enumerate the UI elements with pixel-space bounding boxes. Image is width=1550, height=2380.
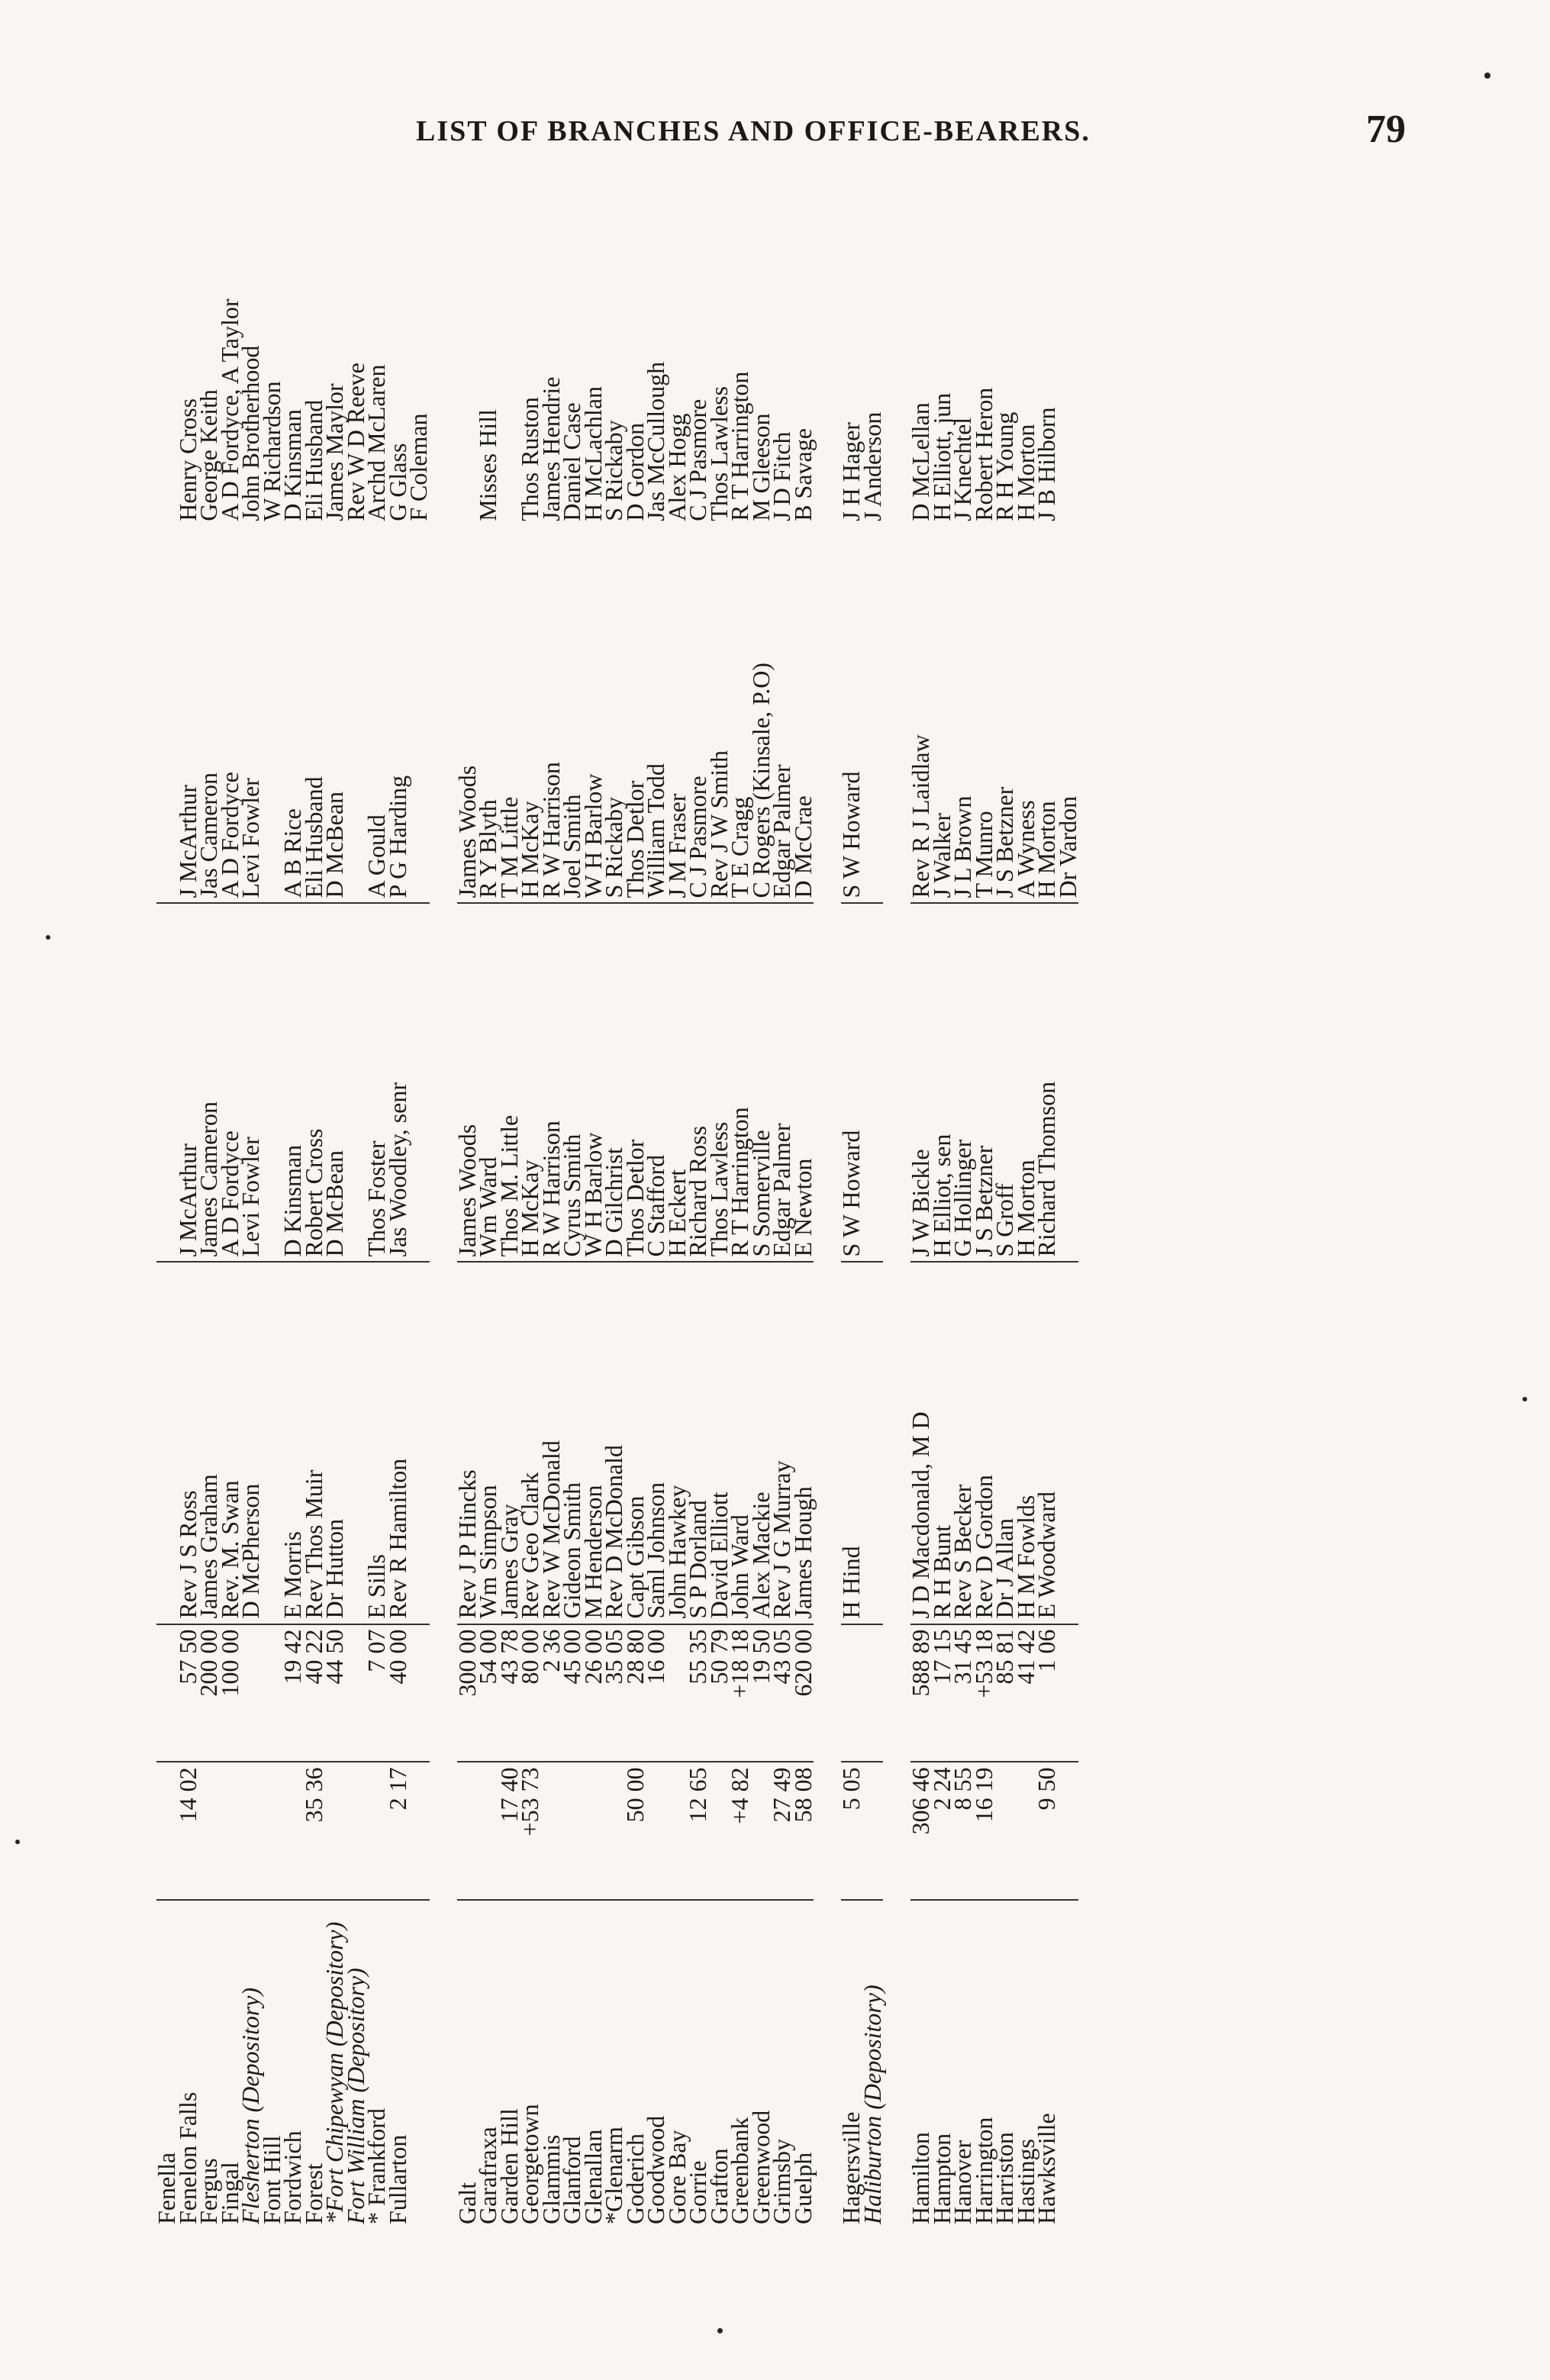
- secretary: Cyrus Smith: [562, 903, 583, 1262]
- amount-2: 2 36: [541, 1624, 562, 1762]
- treasurer: Joel Smith: [562, 526, 583, 904]
- president: Capt Gibson: [625, 1263, 646, 1624]
- collector: H Morton: [1011, 424, 1039, 521]
- collector: J Anderson: [858, 411, 886, 521]
- amount-2: 26 00: [583, 1624, 604, 1762]
- president: D McPherson: [240, 1263, 262, 1624]
- amount-1: 2 17: [388, 1762, 409, 1900]
- amount-1: 58 08: [793, 1762, 814, 1900]
- treasurer: William Todd: [646, 526, 667, 904]
- president: E Morris: [282, 1263, 304, 1624]
- secretary: Robert Cross: [304, 903, 325, 1262]
- amount-2: 43 78: [499, 1624, 520, 1762]
- secretary: [408, 903, 430, 1262]
- amount-1: [646, 1762, 667, 1900]
- amount-2: 43 05: [772, 1624, 793, 1762]
- table-row: [408, 198, 430, 2229]
- president: E Sills: [366, 1263, 388, 1624]
- treasurer: C J Pasmore: [688, 526, 709, 904]
- secretary: D McBean: [324, 903, 346, 1262]
- treasurer: T Munro: [974, 526, 995, 904]
- amount-1: 5 05: [841, 1762, 862, 1900]
- table-row: [862, 198, 884, 2229]
- treasurer: Rev J W Smith: [709, 526, 730, 904]
- treasurer: C Rogers (Kinsale, P.O): [751, 526, 772, 904]
- collector: F Coleman: [404, 413, 432, 521]
- collector: M Gleeson: [746, 413, 775, 521]
- amount-1: [198, 1762, 220, 1900]
- amount-2: 300 00: [457, 1624, 479, 1762]
- treasurer: Jas Cameron: [198, 526, 220, 904]
- secretary: H McKay: [520, 903, 541, 1262]
- collector: R H Young: [991, 411, 1018, 521]
- amount-1: 17 40: [499, 1762, 520, 1900]
- collector: Daniel Case: [558, 402, 585, 521]
- amount-2: 80 00: [520, 1624, 541, 1762]
- treasurer: S Rickaby: [604, 526, 625, 904]
- amount-2: 7 07: [366, 1624, 388, 1762]
- branch-name: Gore Bay: [662, 2130, 691, 2224]
- president: S P Dorland: [688, 1263, 709, 1624]
- branch-name: Flesherton (Depository): [237, 1987, 264, 2224]
- branch-name: Hastings: [1011, 2139, 1039, 2224]
- branch-name: Harriston: [991, 2132, 1018, 2224]
- amount-2: 16 00: [646, 1624, 667, 1762]
- collector: B Savage: [788, 428, 817, 521]
- secretary: H Elliot, sen: [932, 903, 953, 1262]
- treasurer: A Gould: [366, 526, 388, 904]
- secretary: D Kinsman: [282, 903, 304, 1262]
- collector: George Keith: [195, 389, 222, 521]
- president: Rev. M. Swan: [220, 1263, 241, 1624]
- branch-name: Glammis: [537, 2134, 565, 2224]
- secretary: Thos Detlor: [625, 903, 646, 1262]
- collector: Thos Ruston: [516, 397, 543, 521]
- treasurer: Levi Fowler: [240, 526, 262, 904]
- president: Saml Johnson: [646, 1263, 667, 1624]
- collector: Eli Husband: [299, 399, 327, 521]
- collector: John Brotherhood: [237, 345, 264, 521]
- treasurer: Dr Vardon: [1058, 526, 1079, 904]
- president: Alex Mackie: [751, 1263, 772, 1624]
- amount-2: [841, 1624, 862, 1762]
- collector: Alex Hogg: [662, 413, 691, 521]
- branch-name: Glenallan: [578, 2129, 607, 2224]
- amount-1: 50 00: [625, 1762, 646, 1900]
- amount-2: 41 42: [1016, 1624, 1037, 1762]
- branch-name: Guelph: [788, 2152, 817, 2224]
- secretary: G Hollinger: [952, 903, 974, 1262]
- president: H M Fowlds: [1016, 1263, 1037, 1624]
- branch-name: Fenella: [153, 2152, 180, 2224]
- collector: [1058, 198, 1079, 526]
- table-body: [153, 198, 1081, 2229]
- treasurer: R W Harrison: [541, 526, 562, 904]
- table-row: [793, 198, 814, 2229]
- secretary: Edgar Palmer: [772, 903, 793, 1262]
- secretary: R T Harrington: [730, 903, 751, 1262]
- secretary: Richard Ross: [688, 903, 709, 1262]
- running-head: LIST OF BRANCHES AND OFFICE-BEARERS.: [416, 115, 1091, 147]
- collector: Henry Cross: [173, 398, 201, 521]
- treasurer: James Woods: [457, 526, 479, 904]
- collector: D Kinsman: [279, 409, 306, 521]
- branch-name: Forest: [299, 2163, 327, 2224]
- secretary: Thos Lawless: [709, 903, 730, 1262]
- secretary: J McArthur: [178, 903, 199, 1262]
- amount-1: 27 49: [772, 1762, 793, 1900]
- branch-name: Fergus: [195, 2158, 222, 2224]
- treasurer: A Wyness: [1016, 526, 1037, 904]
- treasurer: S W Howard: [841, 526, 862, 904]
- amount-1: [583, 1762, 604, 1900]
- branch-name: Garafraxa: [474, 2127, 501, 2224]
- amount-2: 85 81: [994, 1624, 1016, 1762]
- branch-name: Haliburton (Depository): [858, 1985, 886, 2224]
- president: Rev Thos Muir: [304, 1263, 325, 1624]
- secretary: Wm Ward: [478, 903, 499, 1262]
- amount-1: +4 82: [730, 1762, 751, 1900]
- president: Rev J P Hincks: [457, 1263, 479, 1624]
- secretary: A D Fordyce: [220, 903, 241, 1262]
- collector: J B Hilborn: [1033, 407, 1060, 521]
- collector: D McLellan: [907, 402, 934, 521]
- collector: S Rickaby: [600, 420, 627, 521]
- branch-name: Grimsby: [768, 2139, 795, 2224]
- amount-2: 19 50: [751, 1624, 772, 1762]
- amount-1: +53 73: [520, 1762, 541, 1900]
- branch-name: *Fort Chipewyan (Depository): [321, 1921, 348, 2224]
- branch-name: Goodwood: [642, 2115, 669, 2224]
- treasurer: J McArthur: [178, 526, 199, 904]
- amount-2: 31 45: [952, 1624, 974, 1762]
- amount-1: [562, 1762, 583, 1900]
- president: James Graham: [198, 1263, 220, 1624]
- treasurer: D McCrae: [793, 526, 814, 904]
- scan-speck: [1523, 1397, 1527, 1401]
- secretary: H Morton: [1016, 903, 1037, 1262]
- amount-1: [457, 1762, 479, 1900]
- collector: H McLachlan: [578, 385, 607, 521]
- amount-2: +18 18: [730, 1624, 751, 1762]
- secretary: Levi Fowler: [240, 903, 262, 1262]
- president: Rev J S Ross: [178, 1263, 199, 1624]
- collector: C J Pasmore: [684, 398, 711, 521]
- president: John Ward: [730, 1263, 751, 1624]
- treasurer: H McKay: [520, 526, 541, 904]
- page-header: [0, 107, 1550, 160]
- president: James Hough: [793, 1263, 814, 1624]
- branch-name: Glanford: [558, 2136, 585, 2224]
- secretary: Thos Foster: [366, 903, 388, 1262]
- scan-speck: [717, 2328, 723, 2333]
- amount-1: [240, 1762, 262, 1900]
- secretary: Richard Thomson: [1036, 903, 1058, 1262]
- president: Dr J Allan: [994, 1263, 1016, 1624]
- amount-1: 306 46: [910, 1762, 932, 1900]
- secretary: R W Harrison: [541, 903, 562, 1262]
- amount-2: [862, 1624, 884, 1762]
- branch-name: Hagersville: [837, 2111, 865, 2224]
- branch-name: Greenwood: [746, 2110, 775, 2224]
- president: [1058, 1263, 1079, 1624]
- amount-2: 588 89: [910, 1624, 932, 1762]
- president: [862, 1263, 884, 1624]
- amount-1: [220, 1762, 241, 1900]
- branch-name: Fenelon Falls: [173, 2091, 201, 2224]
- branch-name: * Frankford: [363, 2108, 390, 2224]
- secretary: D Gilchrist: [604, 903, 625, 1262]
- treasurer: J Walker: [932, 526, 953, 904]
- amount-2: 50 79: [709, 1624, 730, 1762]
- amount-1: [262, 1762, 283, 1900]
- treasurer: J S Betzner: [994, 526, 1016, 904]
- amount-2: 28 80: [625, 1624, 646, 1762]
- treasurer: Edgar Palmer: [772, 526, 793, 904]
- amount-2: 200 00: [198, 1624, 220, 1762]
- amount-1: 14 02: [178, 1762, 199, 1900]
- amount-2: 55 35: [688, 1624, 709, 1762]
- collector: J Knechtel: [949, 417, 976, 521]
- president: M Henderson: [583, 1263, 604, 1624]
- treasurer: J M Fraser: [667, 526, 688, 904]
- president: James Gray: [499, 1263, 520, 1624]
- amount-1: [1058, 1762, 1079, 1900]
- collector: Archd McLaren: [363, 364, 390, 521]
- amount-1: [862, 1762, 884, 1900]
- branch-name: *Glenarm: [600, 2127, 627, 2224]
- treasurer: Rev R J Laidlaw: [910, 526, 932, 904]
- amount-2: 17 15: [932, 1624, 953, 1762]
- branch-name: Hampton: [927, 2133, 955, 2224]
- branch-name: Hawksville: [1033, 2113, 1060, 2224]
- amount-2: +53 18: [974, 1624, 995, 1762]
- secretary: [1058, 903, 1079, 1262]
- secretary: C Stafford: [646, 903, 667, 1262]
- collector: D Gordon: [620, 422, 649, 521]
- collector: Jas McCullough: [642, 361, 669, 521]
- treasurer: D McBean: [324, 526, 346, 904]
- president: Dr Hutton: [324, 1263, 346, 1624]
- president: Rev W McDonald: [541, 1263, 562, 1624]
- amount-2: 45 00: [562, 1624, 583, 1762]
- scan-speck: [1484, 73, 1490, 79]
- collector: Misses Hill: [474, 409, 501, 521]
- collector: G Glass: [383, 443, 411, 521]
- collector: James Hendrie: [537, 376, 565, 521]
- amount-1: [541, 1762, 562, 1900]
- branch-name: Fingal: [215, 2162, 243, 2224]
- treasurer: [862, 526, 884, 904]
- collector: Thos Lawless: [704, 385, 733, 521]
- secretary: S W Howard: [841, 903, 862, 1262]
- amount-1: 16 19: [974, 1762, 995, 1900]
- president: E Woodward: [1036, 1263, 1058, 1624]
- president: Wm Simpson: [478, 1263, 499, 1624]
- amount-1: [346, 1762, 367, 1900]
- collector: Rev W D Reeve: [341, 363, 369, 521]
- branch-name: Greenbank: [726, 2117, 753, 2224]
- amount-1: 12 65: [688, 1762, 709, 1900]
- scan-speck: [46, 935, 50, 940]
- amount-2: 40 00: [388, 1624, 409, 1762]
- president: Rev Geo Clark: [520, 1263, 541, 1624]
- secretary: James Woods: [457, 903, 479, 1262]
- branch-name: Galt: [453, 2182, 481, 2224]
- collector: W Richardson: [257, 381, 285, 521]
- president: Rev D McDonald: [604, 1263, 625, 1624]
- table-row: [1058, 198, 1079, 2229]
- collector: Robert Heron: [969, 387, 997, 521]
- secretary: J W Bickle: [910, 903, 932, 1262]
- branch-name: Gorrie: [684, 2160, 711, 2224]
- treasurer: Thos Detlor: [625, 526, 646, 904]
- treasurer: R Y Blyth: [478, 526, 499, 904]
- treasurer: [408, 526, 430, 904]
- branch-name: Hamilton: [907, 2132, 934, 2224]
- treasurer: T E Cragg: [730, 526, 751, 904]
- branch-name: Grafton: [704, 2148, 733, 2224]
- branch-name: [1058, 1900, 1079, 2229]
- collector: J H Hager: [837, 422, 865, 521]
- amount-2: 40 22: [304, 1624, 325, 1762]
- amount-1: [994, 1762, 1016, 1900]
- collector: H Elliott, jun: [927, 392, 955, 521]
- branch-name: Fullarton: [383, 2134, 411, 2224]
- amount-2: [1058, 1624, 1079, 1762]
- treasurer: Eli Husband: [304, 526, 325, 904]
- treasurer: P G Harding: [388, 526, 409, 904]
- secretary: J S Betzner: [974, 903, 995, 1262]
- secretary: W H Barlow: [583, 903, 604, 1262]
- amount-1: 35 36: [304, 1762, 325, 1900]
- amount-2: 54 00: [478, 1624, 499, 1762]
- amount-1: 2 24: [932, 1762, 953, 1900]
- branch-name: Harrington: [969, 2117, 997, 2224]
- scan-speck: [15, 1840, 20, 1844]
- treasurer: A B Rice: [282, 526, 304, 904]
- branch-name: Fordwich: [279, 2130, 306, 2224]
- amount-1: [408, 1762, 430, 1900]
- amount-2: [408, 1624, 430, 1762]
- branch-name: Georgetown: [516, 2104, 543, 2224]
- president: Rev J G Murray: [772, 1263, 793, 1624]
- president: Rev D Gordon: [974, 1263, 995, 1624]
- president: [408, 1263, 430, 1624]
- secretary: Thos M. Little: [499, 903, 520, 1262]
- president: R H Bunt: [932, 1263, 953, 1624]
- table-row: [1036, 198, 1058, 2229]
- secretary: E Newton: [793, 903, 814, 1262]
- branch-table-rotated: [153, 198, 1416, 2229]
- president: H Hind: [841, 1263, 862, 1624]
- secretary: S Groff: [994, 903, 1016, 1262]
- president: Rev R Hamilton: [388, 1263, 409, 1624]
- president: John Hawkey: [667, 1263, 688, 1624]
- secretary: H Eckert: [667, 903, 688, 1262]
- president: Rev S Becker: [952, 1263, 974, 1624]
- amount-1: 8 55: [952, 1762, 974, 1900]
- collector: James Maylor: [321, 383, 348, 521]
- treasurer: A D Fordyce: [220, 526, 241, 904]
- amount-2: 620 00: [793, 1624, 814, 1762]
- branch-name: Garden Hill: [495, 2108, 523, 2224]
- branch-name: Font Hill: [257, 2135, 285, 2224]
- secretary: James Cameron: [198, 903, 220, 1262]
- amount-2: 44 50: [324, 1624, 346, 1762]
- page-number: 79: [1366, 108, 1406, 151]
- branch-name: [408, 1900, 430, 2229]
- president: J D Macdonald, M D: [910, 1263, 932, 1624]
- amount-2: 35 05: [604, 1624, 625, 1762]
- branches-table: [153, 198, 1081, 2229]
- secretary: [862, 903, 884, 1262]
- branch-name: Hanover: [949, 2140, 976, 2224]
- collector: R T Harrington: [726, 371, 753, 521]
- treasurer: T M Little: [499, 526, 520, 904]
- amount-2: 19 42: [282, 1624, 304, 1762]
- president: David Elliott: [709, 1263, 730, 1624]
- secretary: Jas Woodley, senr: [388, 903, 409, 1262]
- amount-1: [324, 1762, 346, 1900]
- amount-2: 100 00: [220, 1624, 241, 1762]
- amount-1: 9 50: [1036, 1762, 1058, 1900]
- treasurer: H Morton: [1036, 526, 1058, 904]
- amount-2: 1 06: [1036, 1624, 1058, 1762]
- treasurer: J L Brown: [952, 526, 974, 904]
- secretary: S Somerville: [751, 903, 772, 1262]
- branch-name: Goderich: [620, 2133, 649, 2224]
- amount-2: [240, 1624, 262, 1762]
- president: Gideon Smith: [562, 1263, 583, 1624]
- branch-name: Fort William (Depository): [341, 1968, 369, 2224]
- collector: J D Fitch: [768, 431, 795, 521]
- amount-2: 57 50: [178, 1624, 199, 1762]
- collector: A D Fordyce, A Taylor: [215, 298, 243, 521]
- treasurer: W H Barlow: [583, 526, 604, 904]
